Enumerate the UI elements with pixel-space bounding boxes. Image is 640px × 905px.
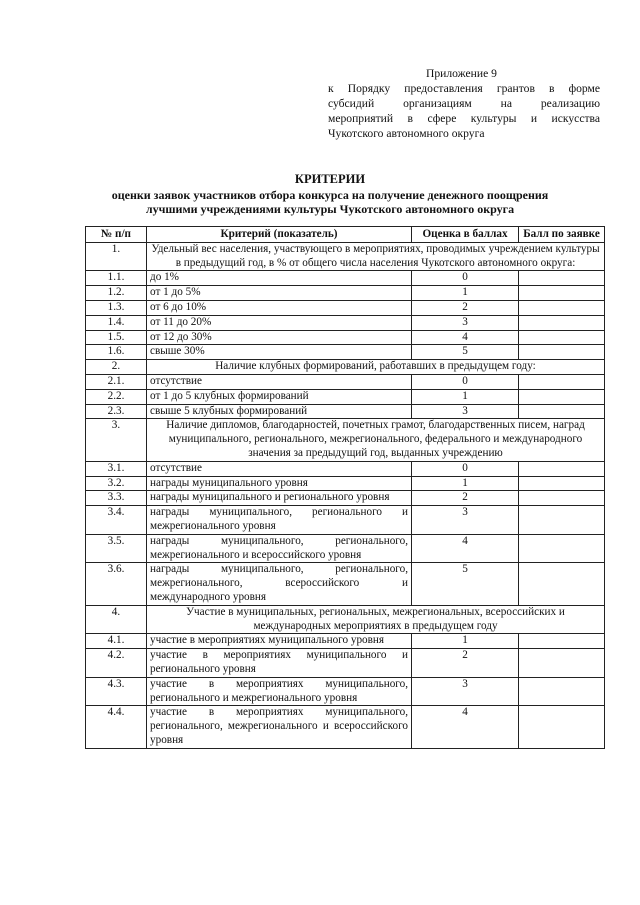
header-num: № п/п [86, 227, 147, 243]
section-row [86, 419, 605, 461]
header-application-score: Балл по заявке [519, 227, 605, 243]
row-criterion: от 6 до 10% [147, 300, 412, 315]
row-application-score[interactable] [519, 271, 605, 286]
table-row [86, 634, 605, 649]
table-row [86, 315, 605, 330]
row-criterion: участие в мероприятиях муниципального уровня [147, 634, 412, 649]
row-number: 3.6. [86, 563, 147, 605]
row-score: 4 [412, 534, 519, 563]
row-score: 5 [412, 563, 519, 605]
section-row [86, 605, 605, 634]
row-application-score[interactable] [519, 315, 605, 330]
table-row [86, 345, 605, 360]
row-application-score[interactable] [519, 286, 605, 301]
row-application-score[interactable] [519, 374, 605, 389]
table-row [86, 491, 605, 506]
row-number: 3.4. [86, 506, 147, 535]
table-row [86, 534, 605, 563]
row-score: 1 [412, 476, 519, 491]
document-subtitle-line: оценки заявок участников отбора конкурса на получение денежного поощрения [111, 187, 549, 202]
row-score: 3 [412, 677, 519, 706]
row-number: 3.1. [86, 461, 147, 476]
section-number: 1. [86, 242, 147, 271]
table-row [86, 286, 605, 301]
appendix-title: Приложение 9 [426, 67, 497, 80]
row-application-score[interactable] [519, 404, 605, 419]
row-score: 1 [412, 286, 519, 301]
row-application-score[interactable] [519, 300, 605, 315]
row-score: 4 [412, 706, 519, 748]
row-number: 1.4. [86, 315, 147, 330]
row-number: 1.5. [86, 330, 147, 345]
table-body [86, 242, 605, 748]
section-row [86, 242, 605, 271]
row-number: 3.5. [86, 534, 147, 563]
table-row [86, 677, 605, 706]
section-number: 3. [86, 419, 147, 461]
row-application-score[interactable] [519, 534, 605, 563]
row-score: 0 [412, 271, 519, 286]
row-criterion: участие в мероприятиях муниципального и регионального уровня [147, 649, 412, 678]
table-row [86, 404, 605, 419]
table-row [86, 271, 605, 286]
row-criterion: свыше 30% [147, 345, 412, 360]
row-criterion: отсутствие [147, 461, 412, 476]
row-score: 0 [412, 461, 519, 476]
row-criterion: награды муниципального, регионального и межрегионального уровня [147, 506, 412, 535]
document-subtitle-line: лучшими учреждениями культуры Чукотского автономного округа [145, 202, 515, 216]
row-score: 3 [412, 404, 519, 419]
appendix-line: мероприятий в сфере культуры и искусства [328, 112, 600, 125]
document-title: КРИТЕРИИ [294, 172, 366, 186]
row-number: 2.2. [86, 389, 147, 404]
row-application-score[interactable] [519, 461, 605, 476]
row-score: 1 [412, 389, 519, 404]
row-criterion: отсутствие [147, 374, 412, 389]
row-score: 5 [412, 345, 519, 360]
row-number: 1.3. [86, 300, 147, 315]
row-application-score[interactable] [519, 706, 605, 748]
row-number: 1.2. [86, 286, 147, 301]
table-row [86, 706, 605, 748]
table-row [86, 330, 605, 345]
section-number: 4. [86, 605, 147, 634]
row-criterion: награды муниципального уровня [147, 476, 412, 491]
row-criterion: от 1 до 5% [147, 286, 412, 301]
table-header-row [86, 227, 605, 243]
row-criterion: до 1% [147, 271, 412, 286]
row-criterion: от 1 до 5 клубных формирований [147, 389, 412, 404]
section-title: Наличие клубных формирований, работавших в предыдущем году: [147, 360, 605, 375]
row-number: 2.3. [86, 404, 147, 419]
row-application-score[interactable] [519, 506, 605, 535]
table-row [86, 649, 605, 678]
row-application-score[interactable] [519, 476, 605, 491]
row-criterion: свыше 5 клубных формирований [147, 404, 412, 419]
section-title: Наличие дипломов, благодарностей, почетных грамот, благодарственных писем, наград муниципального, регионального, межрегионального, федерального и международного значения за предыдущий год, выданных учреждению [147, 419, 605, 461]
section-row [86, 360, 605, 375]
row-number: 1.1. [86, 271, 147, 286]
row-application-score[interactable] [519, 563, 605, 605]
row-number: 4.2. [86, 649, 147, 678]
row-score: 2 [412, 300, 519, 315]
row-criterion: награды муниципального и регионального уровня [147, 491, 412, 506]
row-score: 0 [412, 374, 519, 389]
table-row [86, 506, 605, 535]
row-score: 2 [412, 491, 519, 506]
row-score: 1 [412, 634, 519, 649]
row-score: 3 [412, 506, 519, 535]
section-number: 2. [86, 360, 147, 375]
row-criterion: награды муниципального, регионального, межрегионального и всероссийского уровня [147, 534, 412, 563]
header-criterion: Критерий (показатель) [147, 227, 412, 243]
row-number: 3.2. [86, 476, 147, 491]
header-score: Оценка в баллах [412, 227, 519, 243]
row-application-score[interactable] [519, 649, 605, 678]
row-application-score[interactable] [519, 389, 605, 404]
appendix-line: к Порядку предоставления грантов в форме [328, 82, 600, 95]
table-row [86, 300, 605, 315]
row-criterion: от 11 до 20% [147, 315, 412, 330]
criteria-table [85, 226, 605, 749]
row-number: 3.3. [86, 491, 147, 506]
table-row [86, 563, 605, 605]
row-application-score[interactable] [519, 330, 605, 345]
table-row [86, 461, 605, 476]
row-criterion: участие в мероприятиях муниципального, регионального, межрегионального и всероссийского уровня [147, 706, 412, 748]
table-row [86, 476, 605, 491]
table-row [86, 389, 605, 404]
appendix-line: Чукотского автономного округа [328, 127, 485, 140]
row-number: 1.6. [86, 345, 147, 360]
row-application-score[interactable] [519, 677, 605, 706]
row-number: 4.3. [86, 677, 147, 706]
section-title: Удельный вес населения, участвующего в мероприятиях, проводимых учреждением культуры в предыдущий год, в % от общего числа населения Чукотского автономного округа: [147, 242, 605, 271]
table-row [86, 374, 605, 389]
section-title: Участие в муниципальных, региональных, межрегиональных, всероссийских и международных мероприятиях в предыдущем году [147, 605, 605, 634]
appendix-block [328, 66, 600, 141]
row-score: 4 [412, 330, 519, 345]
row-criterion: от 12 до 30% [147, 330, 412, 345]
row-application-score[interactable] [519, 634, 605, 649]
row-score: 3 [412, 315, 519, 330]
row-score: 2 [412, 649, 519, 678]
row-number: 4.1. [86, 634, 147, 649]
appendix-line: субсидий организациям на реализацию [328, 97, 600, 110]
row-number: 4.4. [86, 706, 147, 748]
row-number: 2.1. [86, 374, 147, 389]
row-criterion: участие в мероприятиях муниципального, регионального и межрегионального уровня [147, 677, 412, 706]
document-heading [60, 172, 600, 217]
row-application-score[interactable] [519, 345, 605, 360]
row-criterion: награды муниципального, регионального, межрегионального, всероссийского и международного уровня [147, 563, 412, 605]
row-application-score[interactable] [519, 491, 605, 506]
